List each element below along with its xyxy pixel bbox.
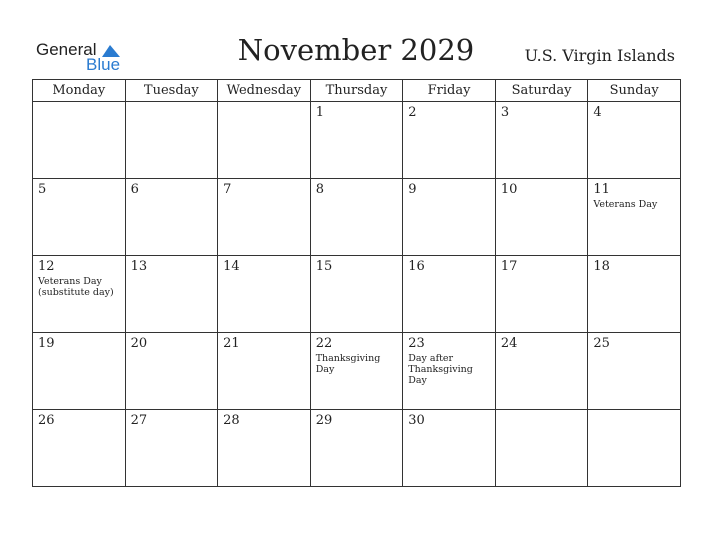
day-cell [33, 410, 126, 487]
day-number: 2 [408, 105, 417, 120]
day-number: 1 [315, 105, 324, 120]
day-number: 21 [223, 336, 240, 351]
day-number: 7 [223, 182, 232, 197]
logo-word-blue: Blue [86, 55, 121, 74]
weekday-header: Saturday [495, 80, 588, 102]
day-number: 24 [500, 336, 518, 351]
day-cell [218, 256, 311, 333]
day-number: 15 [315, 259, 333, 274]
day-number: 29 [315, 413, 333, 428]
day-number: 28 [223, 413, 240, 428]
day-number: 16 [408, 259, 425, 274]
day-cell [403, 256, 496, 333]
day-number: 22 [315, 336, 333, 351]
day-cell [218, 410, 311, 487]
holiday-label: Veterans Day [593, 199, 658, 210]
day-number: 26 [38, 413, 55, 428]
day-number: 18 [593, 259, 610, 274]
day-cell [495, 333, 588, 410]
day-number: 5 [38, 182, 47, 197]
day-cell [403, 410, 496, 487]
weekday-header: Tuesday [125, 80, 218, 102]
day-number: 12 [38, 259, 55, 274]
weekday-header-row [33, 80, 681, 102]
day-cell [495, 410, 588, 487]
day-cell [218, 333, 311, 410]
day-number: 11 [593, 182, 610, 197]
holiday-label: Day after Thanksgiving Day [408, 353, 473, 386]
day-cell [403, 102, 496, 179]
day-number: 17 [500, 259, 518, 274]
day-number: 19 [38, 336, 55, 351]
week-row [33, 179, 681, 256]
day-number: 23 [408, 336, 425, 351]
logo-word-general: General [36, 40, 97, 59]
day-cell [33, 333, 126, 410]
day-cell [125, 102, 218, 179]
holiday-label: Thanksgiving Day [315, 353, 381, 375]
week-row [33, 410, 681, 487]
day-cell [125, 256, 218, 333]
weekday-header: Wednesday [218, 80, 311, 102]
day-number: 10 [500, 182, 518, 197]
day-number: 4 [593, 105, 602, 120]
day-cell [218, 179, 311, 256]
day-cell [588, 333, 681, 410]
day-number: 13 [130, 259, 148, 274]
day-cell [310, 256, 403, 333]
day-number: 14 [223, 259, 240, 274]
holiday-label: Veterans Day (substitute day) [38, 276, 114, 298]
day-cell [588, 179, 681, 256]
weekday-header: Thursday [310, 80, 403, 102]
day-cell [588, 256, 681, 333]
day-cell [310, 102, 403, 179]
day-number: 25 [593, 336, 610, 351]
day-cell [33, 256, 126, 333]
weekday-header: Sunday [588, 80, 681, 102]
day-cell [310, 179, 403, 256]
day-number: 8 [315, 182, 324, 197]
day-cell [33, 102, 126, 179]
day-cell [495, 102, 588, 179]
day-cell [33, 179, 126, 256]
day-cell [125, 179, 218, 256]
page-title: November 2029 [237, 33, 475, 67]
day-cell [218, 102, 311, 179]
day-cell [403, 333, 496, 410]
day-cell [403, 179, 496, 256]
day-cell [310, 333, 403, 410]
weekday-header: Monday [33, 80, 126, 102]
day-number: 6 [130, 182, 139, 197]
day-number: 20 [130, 336, 148, 351]
week-row [33, 256, 681, 333]
day-number: 3 [500, 105, 510, 120]
day-cell [495, 179, 588, 256]
day-cell [588, 102, 681, 179]
weekday-header: Friday [403, 80, 496, 102]
day-cell [588, 410, 681, 487]
day-number: 30 [408, 413, 425, 428]
day-cell [495, 256, 588, 333]
day-cell [310, 410, 403, 487]
day-number: 27 [130, 413, 148, 428]
day-number: 9 [408, 182, 417, 197]
week-row [33, 333, 681, 410]
day-cell [125, 410, 218, 487]
week-row [33, 102, 681, 179]
region-label: U.S. Virgin Islands [524, 46, 675, 65]
day-cell [125, 333, 218, 410]
calendar-grid [32, 79, 681, 487]
